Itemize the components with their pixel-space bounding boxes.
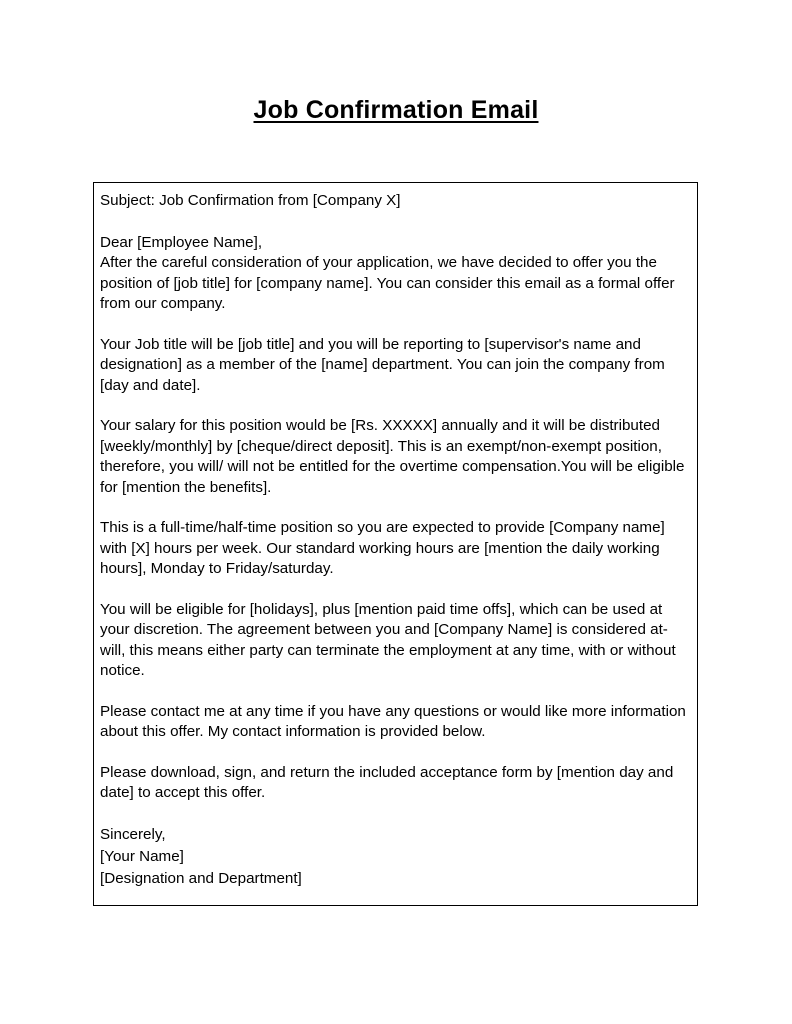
- closing-name: [Your Name]: [100, 847, 184, 865]
- email-subject: Subject: Job Confirmation from [Company X]: [100, 192, 401, 209]
- paragraph-acceptance: Please download, sign, and return the included acceptance form by [mention day and date] to accept this offer.: [100, 763, 674, 801]
- closing-designation: [Designation and Department]: [100, 869, 302, 887]
- paragraph-holidays: You will be eligible for [holidays], plus [mention paid time offs], which can be used at your discretion. The agreement between you and [Company Name] is considered at-will, this means either party can terminate the employment at any time, with or without notice.: [100, 600, 676, 679]
- email-body-box: [93, 182, 698, 906]
- paragraph-salary: Your salary for this position would be [Rs. XXXXX] annually and it will be distributed [weekly/monthly] by [cheque/direct deposit]. This is an exempt/non-exempt position, therefore, you will/ will not be entitled for the overtime compensation.You will be eligible for [mention the benefits].: [100, 417, 685, 496]
- email-greeting: Dear [Employee Name], After the careful consideration of your application, we have decided to offer you the position of [job title] for [company name]. You can consider this email as a formal offer from our company.: [100, 233, 675, 312]
- paragraph-hours: This is a full-time/half-time position so you are expected to provide [Company name] with [X] hours per week. Our standard working hours are [mention the daily working hours], Monday to Friday/saturday.: [100, 519, 665, 577]
- paragraph-job-title: Your Job title will be [job title] and you will be reporting to [supervisor's name and designation] as a member of the [name] department. You can join the company from [day and date].: [100, 335, 665, 394]
- closing-sign-off: Sincerely,: [100, 825, 166, 843]
- page-title: Job Confirmation Email: [253, 96, 539, 124]
- paragraph-contact: Please contact me at any time if you have any questions or would like more information about this offer. My contact information is provided below.: [100, 702, 686, 740]
